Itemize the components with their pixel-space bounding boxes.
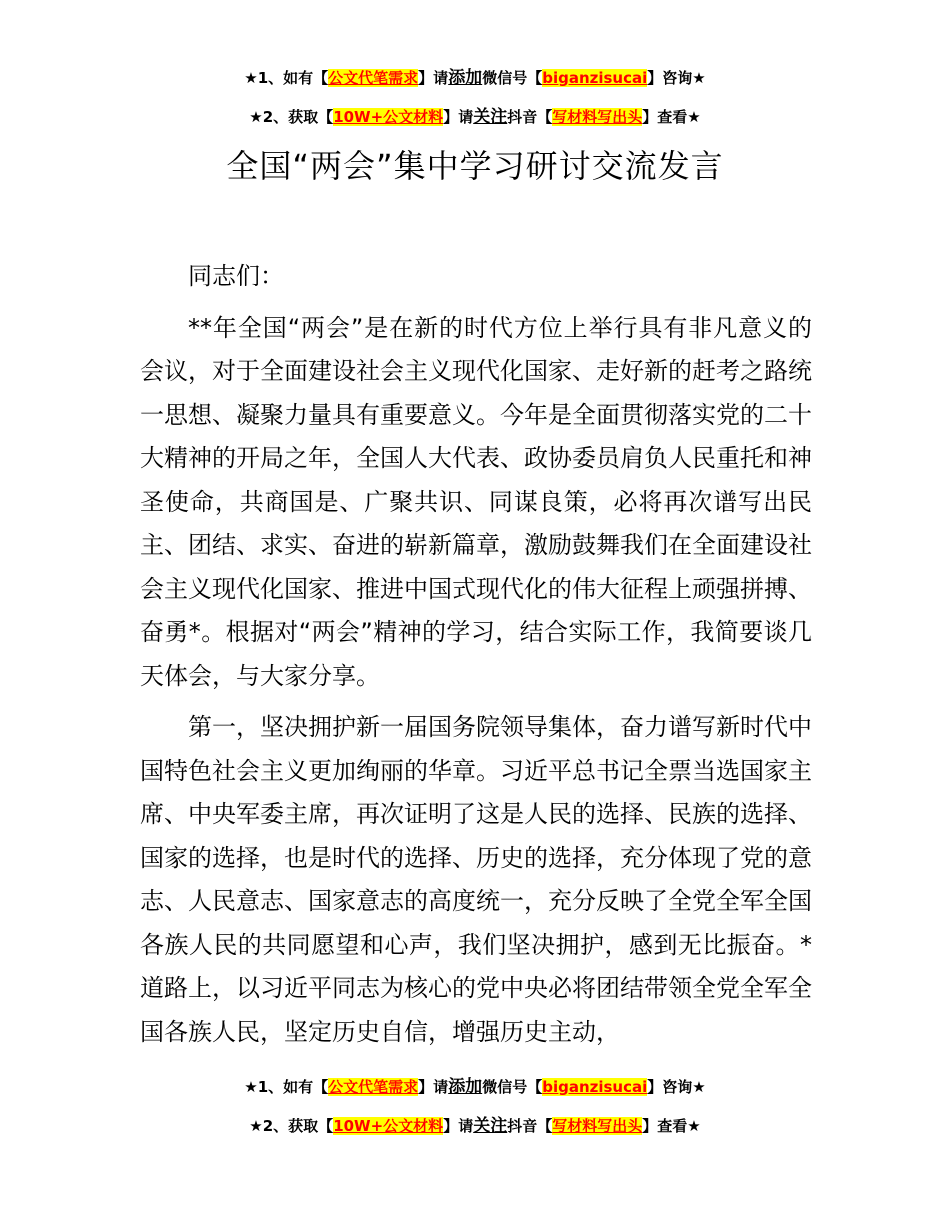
- banner-text: ★2、获取【: [249, 1117, 334, 1135]
- banner-wechat-id: biganzisucai: [542, 1078, 648, 1096]
- banner-text: ★1、如有【: [244, 69, 329, 87]
- banner-underlined-text: 关注: [473, 1116, 508, 1136]
- banner-text: 】请: [443, 108, 474, 126]
- document-title: 全国“两会”集中学习研讨交流发言: [226, 147, 724, 185]
- banner-douyin-id: 写材料写出头: [552, 108, 643, 126]
- banner-text: ★2、获取【: [249, 108, 334, 126]
- banner-underlined-text: 添加: [448, 68, 483, 88]
- banner-wechat-id: biganzisucai: [542, 69, 648, 87]
- banner-highlight: 10W+公文材料: [333, 1117, 444, 1135]
- bottom-banner-line-1: [0, 1077, 950, 1097]
- bottom-banner-line-2: [0, 1116, 950, 1136]
- top-banner-line-2: [0, 107, 950, 127]
- banner-highlight: 公文代笔需求: [328, 1078, 419, 1096]
- banner-text: 抖音【: [507, 108, 553, 126]
- banner-text: 微信号【: [482, 1078, 543, 1096]
- document-body: [140, 255, 812, 1054]
- banner-text: 】请: [443, 1117, 474, 1135]
- top-banner-line-1: [0, 68, 950, 88]
- banner-text: ★1、如有【: [244, 1078, 329, 1096]
- banner-text: 】查看★: [642, 1117, 701, 1135]
- banner-highlight: 10W+公文材料: [333, 108, 444, 126]
- paragraph: **年全国“两会”是在新的时代方位上举行具有非凡意义的会议，对于全面建设社会主义现代化国家、走好新的赶考之路统一思想、凝聚力量具有重要意义。今年是全面贯彻落实党的二十大精神的开局之年，全国人大代表、政协委员肩负人民重托和神圣使命，共商国是、广聚共识、同谋良策，必将再次谱写出民主、团结、求实、奋进的崭新篇章，激励鼓舞我们在全面建设社会主义现代化国家、推进中国式现代化的伟大征程上顽强拼搏、奋勇*。根据对“两会”精神的学习，结合实际工作，我简要谈几天体会，与大家分享。: [140, 313, 812, 690]
- banner-highlight: 公文代笔需求: [328, 69, 419, 87]
- banner-underlined-text: 关注: [473, 107, 508, 127]
- banner-text: 】咨询★: [647, 69, 706, 87]
- banner-text: 】请: [418, 69, 449, 87]
- banner-underlined-text: 添加: [448, 1077, 483, 1097]
- banner-text: 】查看★: [642, 108, 701, 126]
- banner-text: 】咨询★: [647, 1078, 706, 1096]
- banner-text: 微信号【: [482, 69, 543, 87]
- banner-text: 抖音【: [507, 1117, 553, 1135]
- paragraph: 第一，坚决拥护新一届国务院领导集体，奋力谱写新时代中国特色社会主义更加绚丽的华章。习近平总书记全票当选国家主席、中央军委主席，再次证明了这是人民的选择、民族的选择、国家的选择，也是时代的选择、历史的选择，充分体现了党的意志、人民意志、国家意志的高度统一，充分反映了全党全军全国各族人民的共同愿望和心声，我们坚决拥护，感到无比振奋。*道路上，以习近平同志为核心的党中央必将团结带领全党全军全国各族人民，坚定历史自信，增强历史主动，: [140, 713, 812, 1046]
- banner-douyin-id: 写材料写出头: [552, 1117, 643, 1135]
- banner-text: 】请: [418, 1078, 449, 1096]
- salutation: 同志们：: [188, 262, 284, 290]
